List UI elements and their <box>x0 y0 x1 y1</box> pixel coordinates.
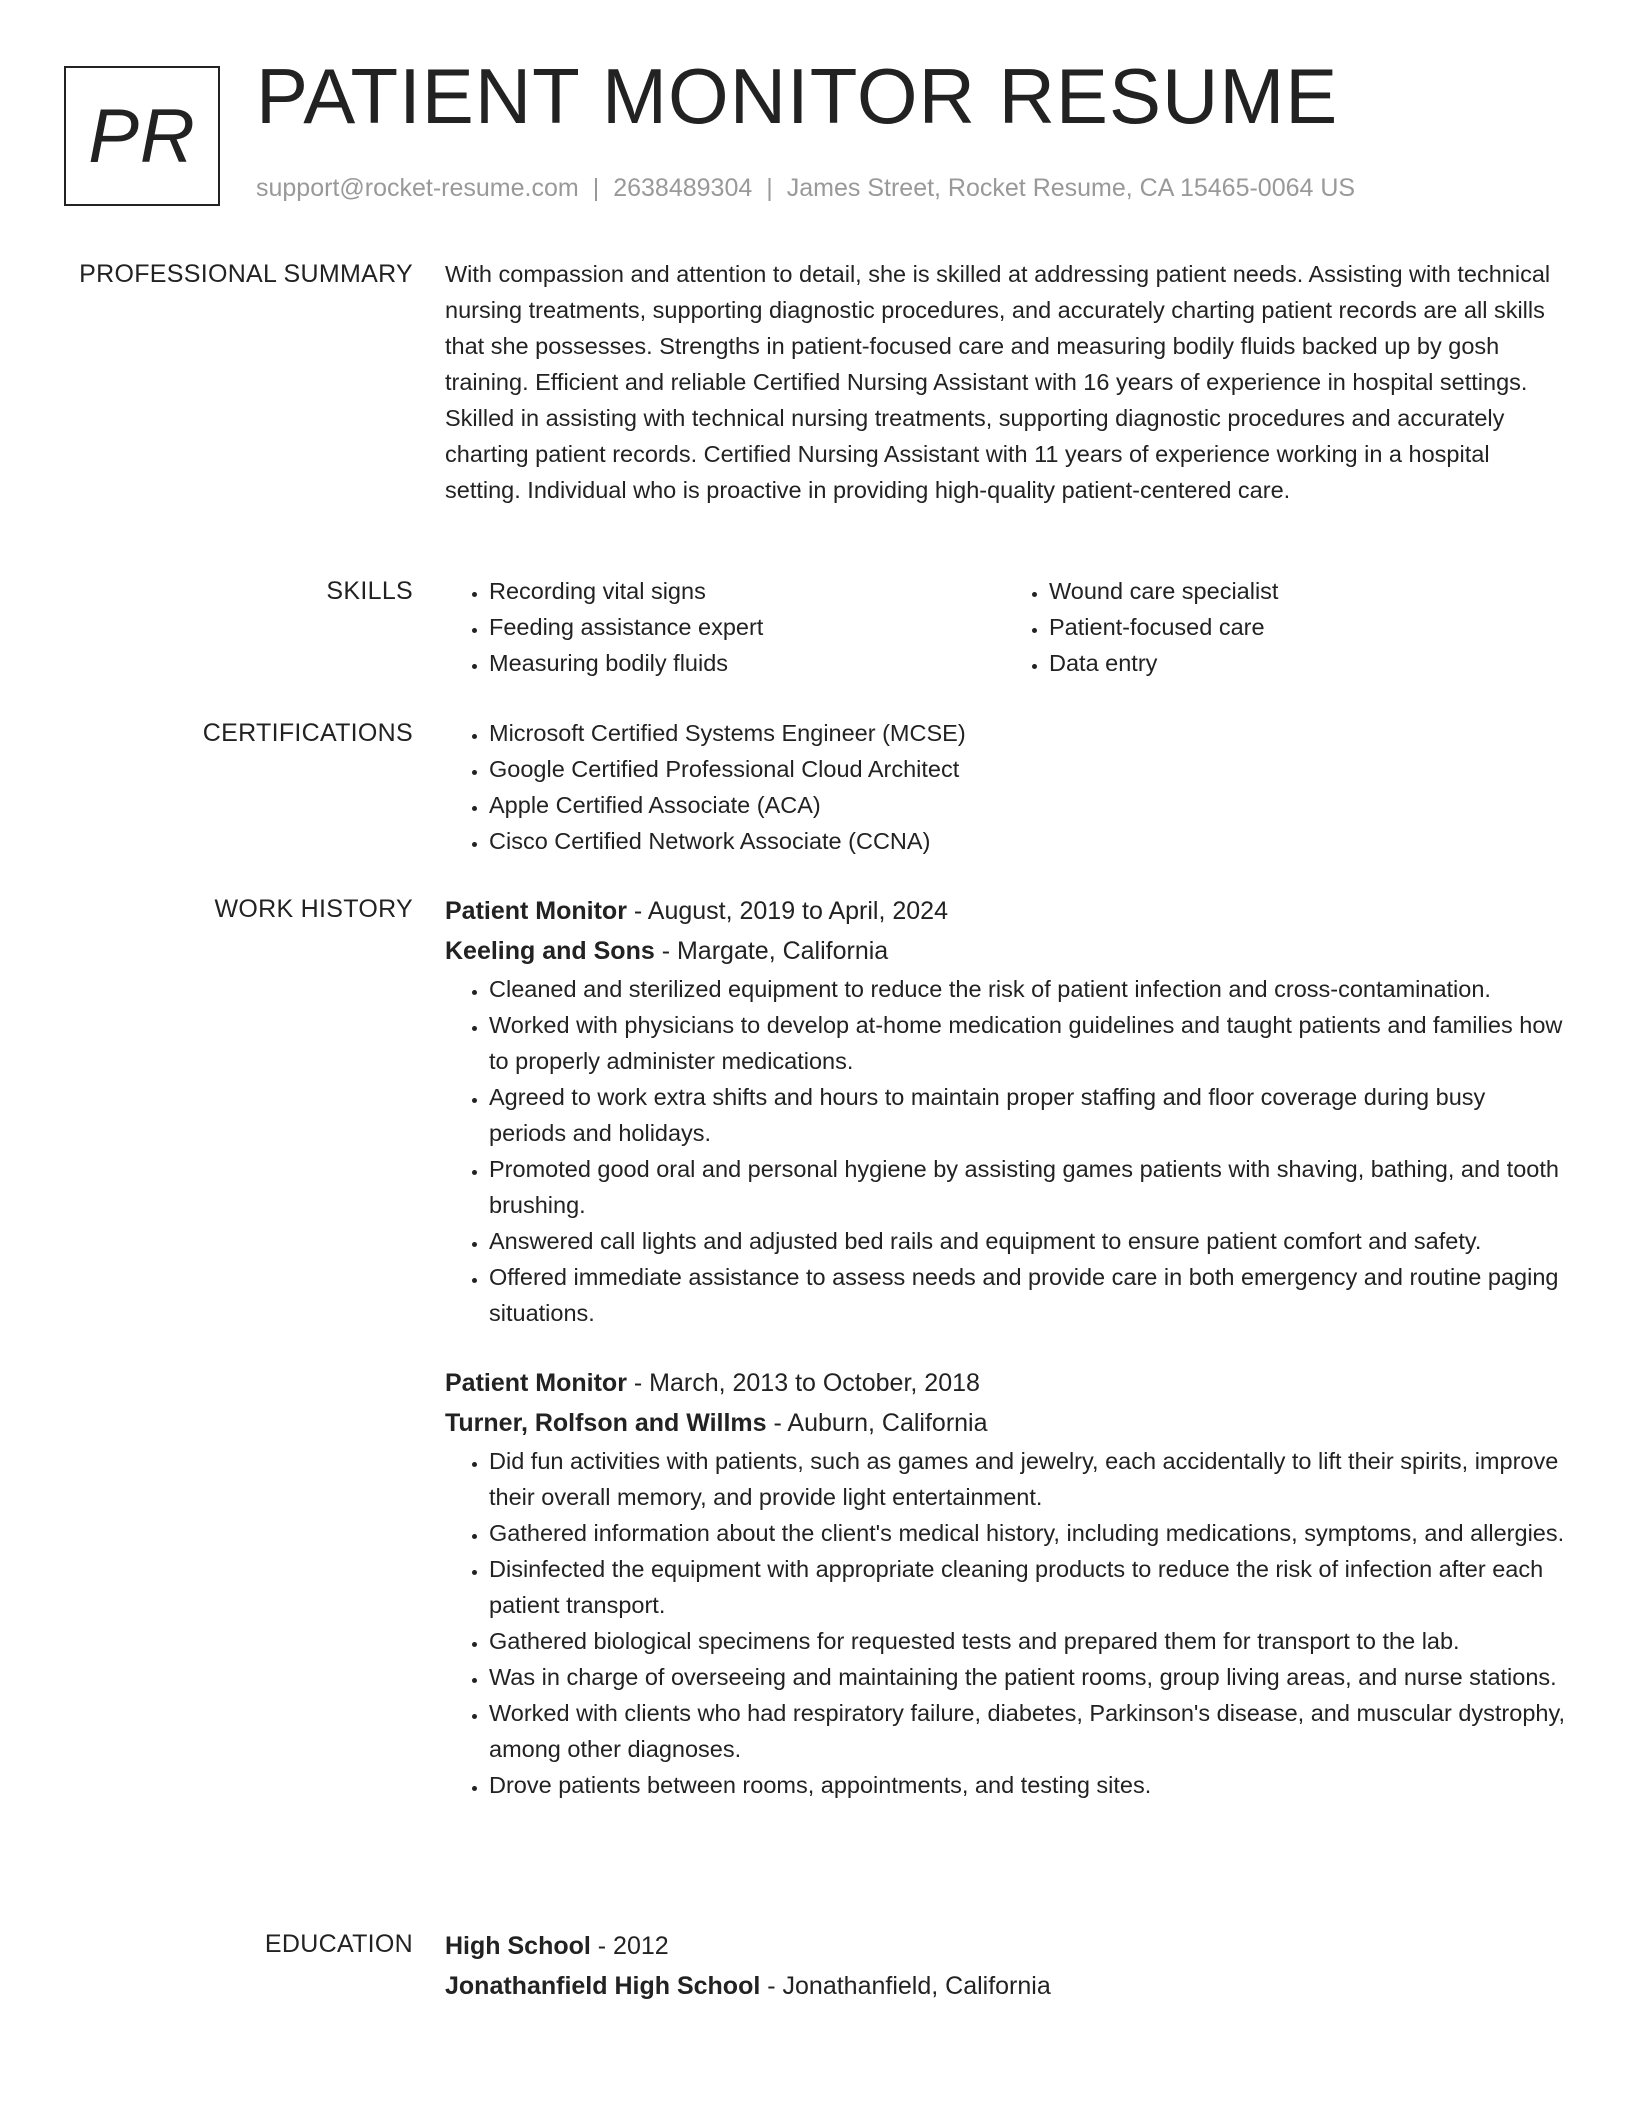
skills-body <box>445 573 1565 681</box>
job-company-line <box>445 931 1565 971</box>
contact-email: support@rocket-resume.com <box>256 174 579 202</box>
work-label: WORK HISTORY <box>214 895 413 923</box>
list-item: • Disinfected the equipment with appropriate cleaning products to reduce the risk of infection after each patient transport. <box>489 1551 1565 1623</box>
list-item: • Data entry <box>1049 645 1565 681</box>
job-title: Patient Monitor <box>445 897 627 925</box>
contact-separator: | <box>766 174 773 202</box>
list-item: • Answered call lights and adjusted bed rails and equipment to ensure patient comfort and safety. <box>489 1223 1565 1259</box>
job-location: - Auburn, California <box>766 1409 988 1437</box>
page-title: PATIENT MONITOR RESUME <box>256 52 1339 140</box>
education-degree-line <box>445 1926 1565 1966</box>
summary-text: With compassion and attention to detail, she is skilled at addressing patient needs. Assisting with technical nursing treatments, supporting diagnostic procedures, and accurately charting patient records are all skills that she possesses. Strengths in patient-focused care and measuring bodily fluids backed up by gosh training. Efficient and reliable Certified Nursing Assistant with 16 years of experience in hospital settings. Skilled in assisting with technical nursing treatments, supporting diagnostic procedures and accurately charting patient records. Certified Nursing Assistant with 11 years of experience working in a hospital setting. Individual who is proactive in providing high-quality patient-centered care. <box>445 261 1551 503</box>
job-dates: - August, 2019 to April, 2024 <box>626 897 948 925</box>
list-item: • Offered immediate assistance to assess needs and provide care in both emergency and routine paging situations. <box>489 1259 1565 1331</box>
list-item: • Worked with physicians to develop at-home medication guidelines and taught patients and families how to properly administer medications. <box>489 1007 1565 1079</box>
education-label: EDUCATION <box>264 1930 413 1958</box>
list-item: • Microsoft Certified Systems Engineer (MCSE) <box>489 715 1565 751</box>
skills-list-right <box>1005 573 1565 681</box>
list-item: • Gathered biological specimens for requested tests and prepared them for transport to the lab. <box>489 1623 1565 1659</box>
list-item: • Google Certified Professional Cloud Architect <box>489 751 1565 787</box>
skills-label: SKILLS <box>326 577 413 605</box>
contact-line <box>256 174 1355 203</box>
job-title-line <box>445 1363 1565 1403</box>
education-school: Jonathanfield High School <box>445 1972 761 2000</box>
job-bullets <box>445 971 1565 1331</box>
job-company-line <box>445 1403 1565 1443</box>
work-body <box>445 891 1565 1803</box>
job-entry <box>445 891 1565 1331</box>
education-body <box>445 1926 1565 2006</box>
education-location: - Jonathanfield, California <box>760 1972 1051 2000</box>
list-item: • Was in charge of overseeing and maintaining the patient rooms, group living areas, and nurse stations. <box>489 1659 1565 1695</box>
list-item: • Agreed to work extra shifts and hours to maintain proper staffing and floor coverage during busy periods and holidays. <box>489 1079 1565 1151</box>
skills-list-left <box>445 573 1005 681</box>
job-title-line <box>445 891 1565 931</box>
list-item: • Recording vital signs <box>489 573 1005 609</box>
list-item: • Apple Certified Associate (ACA) <box>489 787 1565 823</box>
contact-phone: 2638489304 <box>613 174 753 202</box>
certifications-label: CERTIFICATIONS <box>202 719 413 747</box>
education-degree: High School <box>445 1932 591 1960</box>
list-item: • Promoted good oral and personal hygiene by assisting games patients with shaving, bathing, and tooth brushing. <box>489 1151 1565 1223</box>
list-item: • Patient-focused care <box>1049 609 1565 645</box>
list-item: • Feeding assistance expert <box>489 609 1005 645</box>
job-dates: - March, 2013 to October, 2018 <box>626 1369 980 1397</box>
monogram-logo: PR <box>64 66 220 206</box>
list-item: • Cisco Certified Network Associate (CCNA) <box>489 823 1565 859</box>
job-company: Keeling and Sons <box>445 937 655 965</box>
job-title: Patient Monitor <box>445 1369 627 1397</box>
list-item: • Measuring bodily fluids <box>489 645 1005 681</box>
summary-body <box>445 256 1565 508</box>
certifications-body <box>445 715 1565 859</box>
list-item: • Worked with clients who had respiratory failure, diabetes, Parkinson's disease, and muscular dystrophy, among other diagnoses. <box>489 1695 1565 1767</box>
contact-address: James Street, Rocket Resume, CA 15465-0064 US <box>786 174 1356 202</box>
list-item: • Wound care specialist <box>1049 573 1565 609</box>
list-item: • Cleaned and sterilized equipment to reduce the risk of patient infection and cross-contamination. <box>489 971 1565 1007</box>
job-entry <box>445 1363 1565 1803</box>
summary-label: PROFESSIONAL SUMMARY <box>79 260 413 288</box>
certifications-list <box>445 715 1565 859</box>
list-item: • Drove patients between rooms, appointments, and testing sites. <box>489 1767 1565 1803</box>
job-company: Turner, Rolfson and Willms <box>445 1409 767 1437</box>
education-school-line <box>445 1966 1565 2006</box>
job-bullets <box>445 1443 1565 1803</box>
list-item: • Did fun activities with patients, such as games and jewelry, each accidentally to lift their spirits, improve their overall memory, and provide light entertainment. <box>489 1443 1565 1515</box>
contact-separator: | <box>592 174 600 202</box>
list-item: • Gathered information about the client's medical history, including medications, symptoms, and allergies. <box>489 1515 1565 1551</box>
job-location: - Margate, California <box>654 937 889 965</box>
education-year: - 2012 <box>590 1932 669 1960</box>
